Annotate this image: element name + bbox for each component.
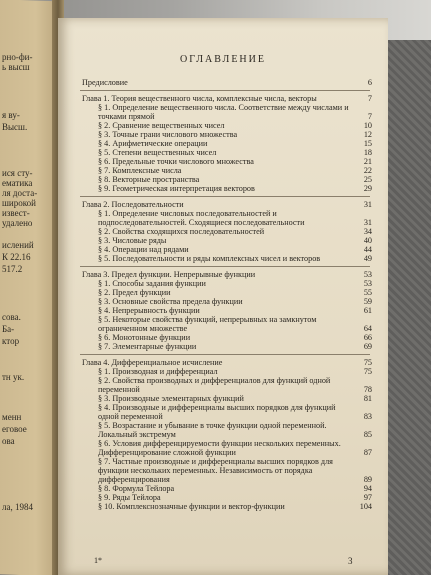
toc-entry-page: 44 bbox=[363, 245, 372, 254]
toc-chapter bbox=[80, 94, 380, 103]
toc-entry bbox=[80, 342, 380, 351]
toc-entry-title: § 1. Способы задания функции bbox=[98, 279, 206, 288]
toc-entry-title: Предисловие bbox=[82, 78, 128, 87]
left-page-fragment: Ба- bbox=[2, 324, 15, 334]
toc-entry-page: 81 bbox=[363, 394, 372, 403]
contents-page bbox=[58, 18, 388, 575]
toc-entry bbox=[80, 502, 380, 511]
chapter-rule bbox=[80, 90, 370, 91]
toc-entry-title: § 8. Формула Тейлора bbox=[98, 484, 175, 493]
left-page-fragment: рно-фи- bbox=[2, 52, 33, 62]
toc-entry bbox=[80, 367, 380, 376]
toc-entry bbox=[80, 130, 380, 139]
toc-entry-page: 31 bbox=[363, 200, 372, 209]
toc-entry-title: § 7. Частные производные и дифференциалы высших порядков для функции нескольких переменных. Независимость от порядка дифференцирования bbox=[98, 457, 333, 484]
left-page-fragment: широкой bbox=[2, 198, 36, 208]
toc-entry-title: § 4. Непрерывность функции bbox=[98, 306, 200, 315]
toc-entry bbox=[80, 457, 380, 484]
toc-entry-page: 18 bbox=[363, 148, 372, 157]
toc-entry bbox=[80, 139, 380, 148]
toc-entry-page: 69 bbox=[363, 342, 372, 351]
toc-entry-page: 25 bbox=[363, 175, 372, 184]
toc-entry-page: 6 bbox=[367, 78, 372, 87]
toc-entry-title: § 3. Точные грани числового множества bbox=[98, 130, 238, 139]
toc-entry-title: § 6. Условия дифференцируемости функции нескольких переменных. Дифференцирование сложной функции bbox=[98, 439, 341, 457]
toc-entry-page: 66 bbox=[363, 333, 372, 342]
toc-entry-title: § 2. Предел функции bbox=[98, 288, 171, 297]
toc-entry-page: 61 bbox=[363, 306, 372, 315]
toc-entry bbox=[80, 184, 380, 193]
toc-entry bbox=[80, 394, 380, 403]
toc-entry-title: § 3. Основные свойства предела функции bbox=[98, 297, 243, 306]
toc-entry-title: § 3. Числовые ряды bbox=[98, 236, 167, 245]
toc-entry-page: 15 bbox=[363, 139, 372, 148]
toc-entry-title: § 9. Геометрическая интерпретация векторов bbox=[98, 184, 255, 193]
left-page-fragment: тн ук. bbox=[2, 372, 25, 382]
left-page-fragment: ктор bbox=[2, 336, 20, 346]
toc-entry-title: § 10. Комплекснозначные функции и вектор-функции bbox=[98, 502, 285, 511]
toc-entry bbox=[80, 439, 380, 457]
toc-entry-page: 64 bbox=[363, 324, 372, 333]
toc-entry bbox=[80, 421, 380, 439]
toc-entry bbox=[80, 403, 380, 421]
left-page-fragment: менн bbox=[2, 412, 22, 422]
toc-entry-title: § 1. Производная и дифференциал bbox=[98, 367, 218, 376]
toc-entry-page: 12 bbox=[363, 130, 372, 139]
left-page-fragment: еговое bbox=[2, 424, 27, 434]
toc-entry bbox=[80, 279, 380, 288]
toc-entry-page: 31 bbox=[363, 218, 372, 227]
toc-entry-title: § 5. Последовательности и ряды комплексных чисел и векторов bbox=[98, 254, 321, 263]
left-page-fragment: ова bbox=[2, 436, 15, 446]
left-page-fragment: ися сту- bbox=[2, 168, 33, 178]
left-page-fragment: ематика bbox=[2, 178, 33, 188]
toc-entry-title: § 3. Производные элементарных функций bbox=[98, 394, 244, 403]
toc-entry bbox=[80, 209, 380, 227]
toc-entry-title: Глава 3. Предел функции. Непрерывные функции bbox=[82, 270, 256, 279]
toc-entry-title: § 7. Элементарные функции bbox=[98, 342, 197, 351]
left-page-fragment: К 22.16 bbox=[2, 252, 31, 262]
toc-entry-title: § 4. Производные и дифференциалы высших порядков для функций одной переменной bbox=[98, 403, 336, 421]
toc-entry-title: § 4. Арифметические операции bbox=[98, 139, 208, 148]
chapter-rule bbox=[80, 266, 370, 267]
toc-entry-title: § 7. Комплексные числа bbox=[98, 166, 182, 175]
left-page-fragment: Высш. bbox=[2, 122, 28, 132]
fabric-background bbox=[386, 40, 431, 575]
toc-entry bbox=[80, 493, 380, 502]
toc-entry-title: § 2. Свойства производных и дифференциалов для функций одной переменной bbox=[98, 376, 331, 394]
toc-title: ОГЛАВЛЕНИЕ bbox=[180, 54, 266, 65]
toc-chapter bbox=[80, 358, 380, 367]
toc-entry-title: Глава 4. Дифференциальное исчисление bbox=[82, 358, 223, 367]
toc-entry bbox=[80, 288, 380, 297]
left-page-fragment: удалено bbox=[2, 218, 33, 228]
toc-entry bbox=[80, 306, 380, 315]
toc-entry-title: Глава 2. Последовательности bbox=[82, 200, 184, 209]
toc-entry-page: 10 bbox=[363, 121, 372, 130]
signature-mark: 1* bbox=[94, 556, 102, 565]
toc-entry-page: 7 bbox=[367, 94, 372, 103]
left-page-fragment: ля доста- bbox=[2, 188, 38, 198]
toc-entry-title: Глава 1. Теория вещественного числа, комплексные числа, векторы bbox=[82, 94, 317, 103]
left-page-fragment: я ву- bbox=[2, 110, 20, 120]
toc-entry bbox=[80, 227, 380, 236]
toc-entry-title: § 2. Свойства сходящихся последовательностей bbox=[98, 227, 265, 236]
toc-entry bbox=[80, 315, 380, 333]
toc-entry-title: § 1. Определение числовых последовательностей и подпоследовательностей. Сходящиеся последовательности bbox=[98, 209, 305, 227]
toc-entry-page: 75 bbox=[363, 367, 372, 376]
toc-entry bbox=[80, 254, 380, 263]
left-page-fragment: сова. bbox=[2, 312, 21, 322]
toc-entry bbox=[80, 236, 380, 245]
toc-entry-page: 21 bbox=[363, 157, 372, 166]
chapter-rule bbox=[80, 354, 370, 355]
toc-entry-page: 49 bbox=[363, 254, 372, 263]
toc-entry bbox=[80, 484, 380, 493]
toc-entry bbox=[80, 376, 380, 394]
left-page-fragment: 517.2 bbox=[2, 264, 23, 274]
toc-entry bbox=[80, 245, 380, 254]
toc-entry bbox=[80, 297, 380, 306]
left-page-fragment: извест- bbox=[2, 208, 30, 218]
toc-entry-page: 55 bbox=[363, 288, 372, 297]
toc-entry-page: 104 bbox=[359, 502, 372, 511]
toc-entry-page: 83 bbox=[363, 412, 372, 421]
toc-entry-title: § 6. Монотонные функции bbox=[98, 333, 191, 342]
left-page-fragment: ислений bbox=[2, 240, 34, 250]
toc-entry-title: § 5. Некоторые свойства функций, непрерывных на замкнутом ограниченном множестве bbox=[98, 315, 317, 333]
left-page-fragment: ла, 1984 bbox=[2, 502, 33, 512]
left-page-text bbox=[0, 0, 60, 575]
toc-entry-title: § 9. Ряды Тейлора bbox=[98, 493, 161, 502]
toc-entry-page: 89 bbox=[363, 475, 372, 484]
toc-entry-title: § 1. Определение вещественного числа. Соответствие между числами и точками прямой bbox=[98, 103, 349, 121]
toc-entry-page: 34 bbox=[363, 227, 372, 236]
toc-entry-page: 59 bbox=[363, 297, 372, 306]
toc-entry-page: 78 bbox=[363, 385, 372, 394]
toc-entry-page: 97 bbox=[363, 493, 372, 502]
toc-entry bbox=[80, 157, 380, 166]
toc-entry-title: § 5. Возрастание и убывание в точке функции одной переменной. Локальный экстремум bbox=[98, 421, 327, 439]
toc-entry-page: 53 bbox=[363, 279, 372, 288]
toc-entry-page: 22 bbox=[363, 166, 372, 175]
toc-entry bbox=[80, 78, 380, 87]
toc-entry-page: 53 bbox=[363, 270, 372, 279]
toc-entry-title: § 6. Предельные точки числового множества bbox=[98, 157, 254, 166]
toc-entry bbox=[80, 333, 380, 342]
toc-entry-page: 87 bbox=[363, 448, 372, 457]
toc-entry-page: 94 bbox=[363, 484, 372, 493]
toc-entry-title: § 8. Векторные пространства bbox=[98, 175, 200, 184]
toc-entry bbox=[80, 175, 380, 184]
toc-entry-title: § 4. Операции над рядами bbox=[98, 245, 189, 254]
left-page-fragment: ь высш bbox=[2, 62, 30, 72]
toc-entry-page: 40 bbox=[363, 236, 372, 245]
toc-entry bbox=[80, 121, 380, 130]
toc-entry-page: 7 bbox=[367, 112, 372, 121]
toc-entry-page: 75 bbox=[363, 358, 372, 367]
toc-chapter bbox=[80, 200, 380, 209]
toc-entry-page: 85 bbox=[363, 430, 372, 439]
toc-entry-title: § 5. Степени вещественных чисел bbox=[98, 148, 217, 157]
toc-list bbox=[80, 74, 380, 511]
chapter-rule bbox=[80, 196, 370, 197]
toc-entry-title: § 2. Сравнение вещественных чисел bbox=[98, 121, 225, 130]
toc-entry bbox=[80, 103, 380, 121]
toc-entry bbox=[80, 148, 380, 157]
page-number: 3 bbox=[348, 556, 353, 566]
toc-chapter bbox=[80, 270, 380, 279]
toc-entry bbox=[80, 166, 380, 175]
toc-entry-page: 29 bbox=[363, 184, 372, 193]
